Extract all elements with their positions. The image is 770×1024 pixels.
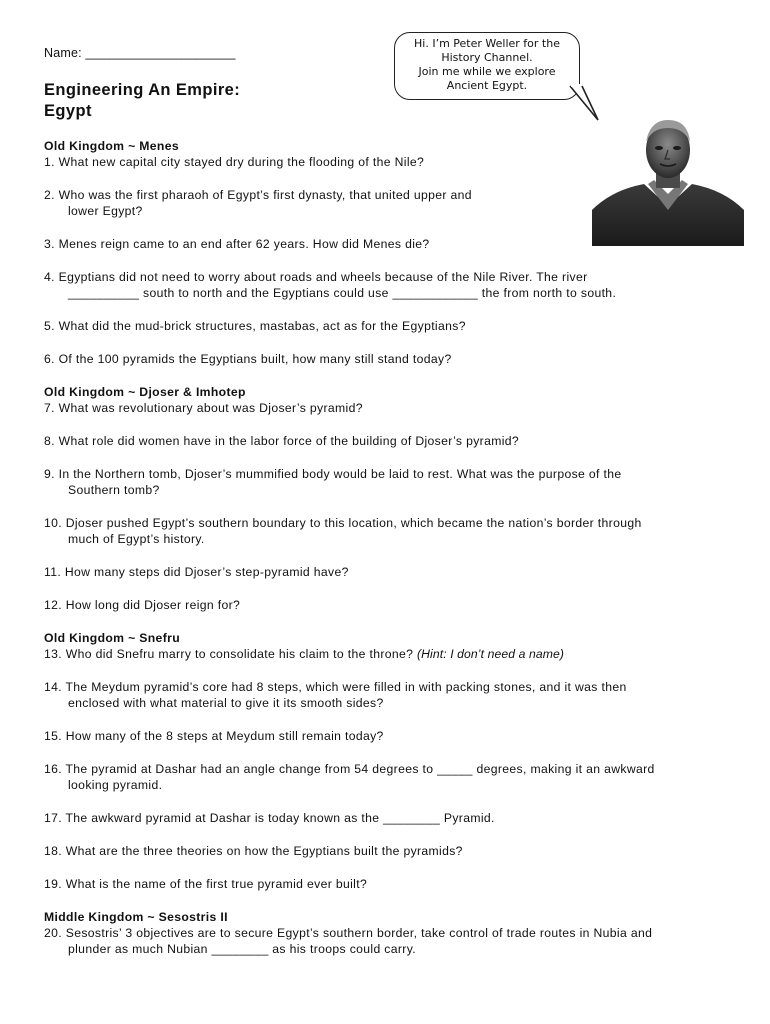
hint-text: (Hint: I don’t need a name) (417, 647, 564, 661)
bubble-line-4: Ancient Egypt. (446, 79, 528, 92)
question-16: 16. The pyramid at Dashar had an angle change from 54 degrees to _____ degrees, making it an awkward looking pyramid. (44, 762, 655, 792)
name-field-label: Name: _____________________ (44, 46, 236, 60)
question-1: 1. What new capital city stayed dry during the flooding of the Nile? (44, 155, 425, 169)
question-15: 15. How many of the 8 steps at Meydum still remain today? (44, 729, 384, 743)
question-20: 20. Sesostris’ 3 objectives are to secure Egypt’s southern border, take control of trade routes in Nubia and plunder as much Nubian ________ as his troops could carry. (44, 926, 653, 956)
title-line-1: Engineering An Empire: (44, 81, 241, 99)
question-4: 4. Egyptians did not need to worry about roads and wheels because of the Nile River. The river __________ south to north and the Egyptians could use ____________ the from north to south. (44, 270, 617, 300)
bubble-line-3: Join me while we explore (418, 65, 556, 78)
worksheet-title (44, 80, 344, 122)
question-10: 10. Djoser pushed Egypt’s southern boundary to this location, which became the nation’s border through much of Egypt’s history. (44, 516, 642, 546)
title-line-2: Egypt (44, 102, 92, 120)
question-11: 11. How many steps did Djoser’s step-pyramid have? (44, 565, 349, 579)
question-2: 2. Who was the first pharaoh of Egypt’s first dynasty, that united upper and lower Egypt? (44, 188, 472, 218)
question-17: 17. The awkward pyramid at Dashar is today known as the ________ Pyramid. (44, 811, 495, 825)
question-list (44, 138, 724, 957)
section-heading: Middle Kingdom ~ Sesostris II (44, 910, 228, 924)
section-heading: Old Kingdom ~ Menes (44, 139, 179, 153)
question-19: 19. What is the name of the first true pyramid ever built? (44, 877, 368, 891)
question-5: 5. What did the mud-brick structures, mastabas, act as for the Egyptians? (44, 319, 466, 333)
bubble-line-2: History Channel. (441, 51, 533, 64)
section-heading: Old Kingdom ~ Djoser & Imhotep (44, 385, 246, 399)
question-9: 9. In the Northern tomb, Djoser’s mummified body would be laid to rest. What was the purpose of the Southern tomb? (44, 467, 622, 497)
question-12: 12. How long did Djoser reign for? (44, 598, 241, 612)
question-3: 3. Menes reign came to an end after 62 years. How did Menes die? (44, 237, 430, 251)
question-18: 18. What are the three theories on how the Egyptians built the pyramids? (44, 844, 463, 858)
question-6: 6. Of the 100 pyramids the Egyptians built, how many still stand today? (44, 352, 452, 366)
question-13: 13. Who did Snefru marry to consolidate his claim to the throne? (Hint: I don’t need a name) (44, 647, 564, 661)
bubble-line-1: Hi. I’m Peter Weller for the (414, 37, 560, 50)
question-7: 7. What was revolutionary about was Djoser’s pyramid? (44, 401, 363, 415)
speech-bubble (394, 32, 580, 100)
question-8: 8. What role did women have in the labor force of the building of Djoser’s pyramid? (44, 434, 520, 448)
section-heading: Old Kingdom ~ Snefru (44, 631, 180, 645)
question-14: 14. The Meydum pyramid’s core had 8 steps, which were filled in with packing stones, and it was then enclosed with what material to give it its smooth sides? (44, 680, 627, 710)
